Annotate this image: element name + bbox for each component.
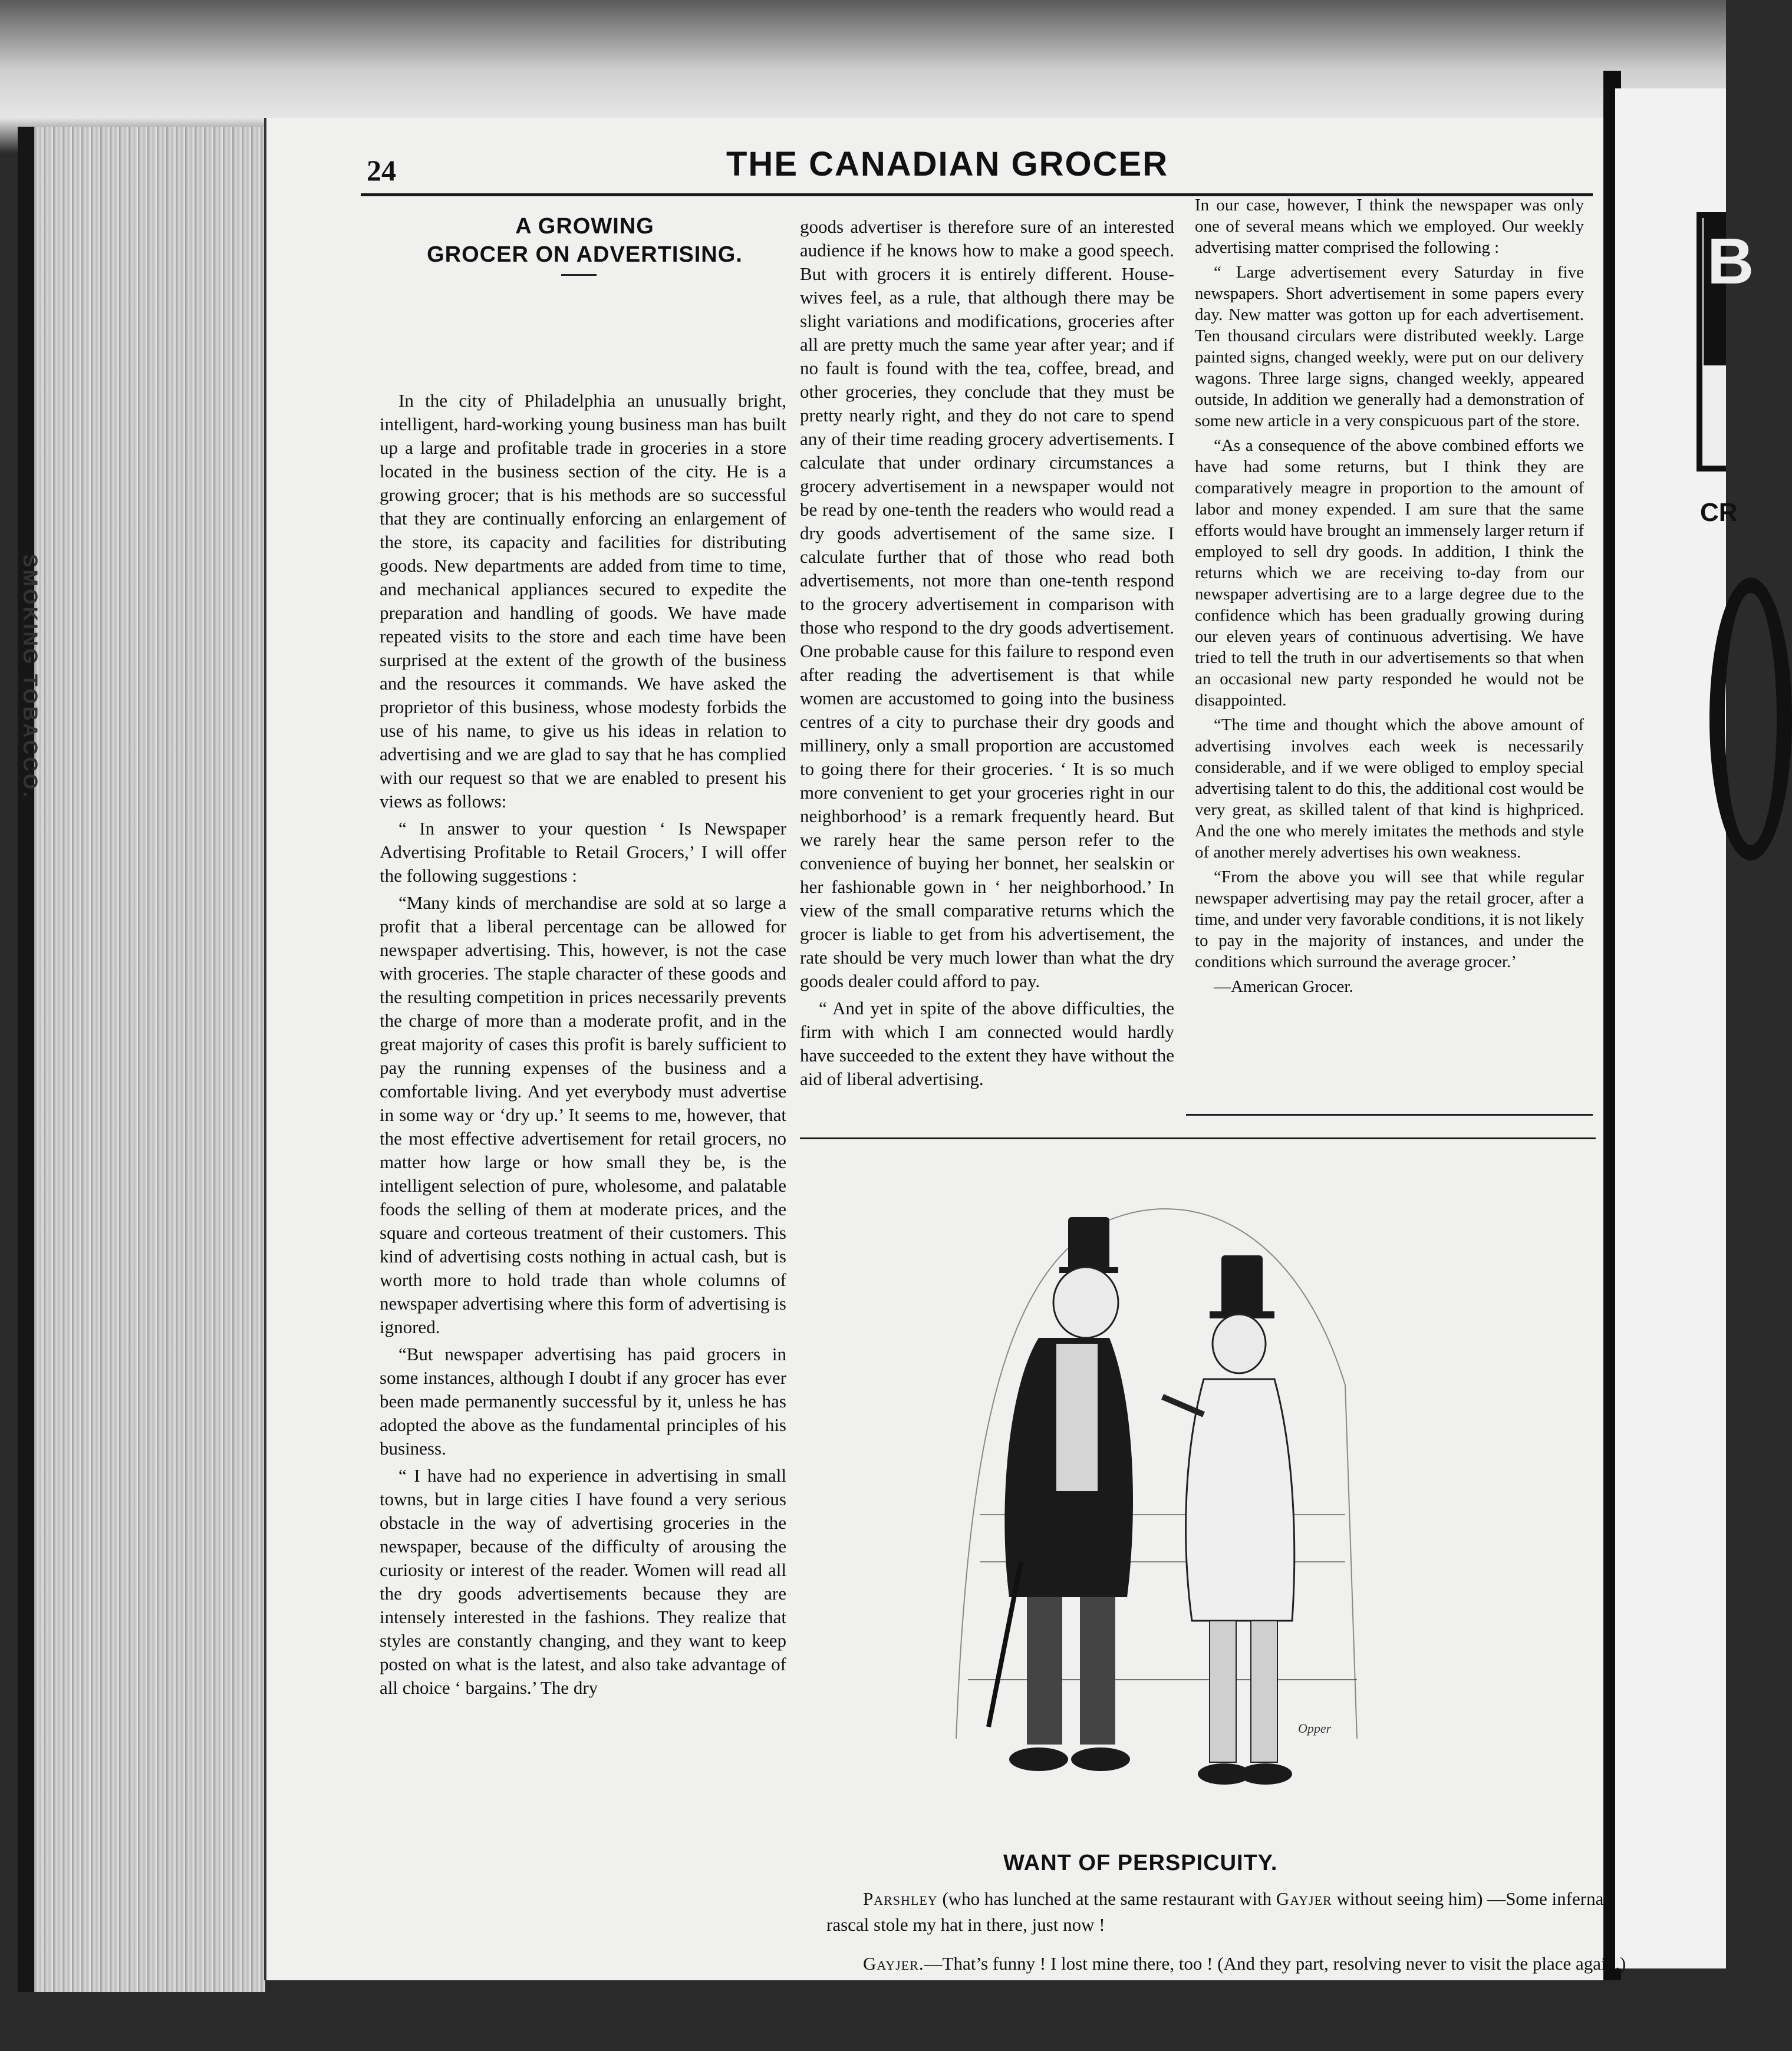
article-source: —American Grocer. — [1214, 977, 1353, 996]
figure-left — [989, 1217, 1133, 1771]
masthead: THE CANADIAN GROCER — [726, 145, 1169, 183]
cartoon-illustration — [933, 1149, 1381, 1845]
facing-page-ad-text: CR — [1700, 498, 1738, 527]
paragraph: In our case, however, I think the newspaper was only one of several means which we employed. Our weekly advertising matter comprised the following : — [1195, 196, 1584, 257]
newspaper-page — [264, 118, 1626, 1980]
paragraph: In the city of Philadelphia an unusually bright, intelligent, hard-working young business man has built up a large and profitable trade in groceries in a store located in the business section of the city. He is a growing grocer; that is his methods are so successful that they are continually enforcing an enlargement of the store, its capacity and facilities for distributing goods. New departments are added from time to time, and mechanical appliances secured to expedite the preparation and handling of goods. We have made repeated visits to the store and each time have been surprised at the extent of the growth of the business and the resources it commands. We have asked the proprietor of this business, whose modesty forbids the use of his name, to give us his ideas in relation to advertising and we are glad to say that he has complied with our request so that we are enabled to present his views as follows: — [380, 390, 786, 812]
page-number: 24 — [367, 154, 396, 187]
paragraph: “But newspaper advertising has paid grocers in some instances, although I doubt if any grocer has ever been made permanently successful by it, unless he has adopted the above as the fundamental principles of his business. — [380, 1344, 786, 1459]
paragraph: “ Large advertisement every Saturday in five newspapers. Short advertisement in some papers every day. New matter was gotton up for each advertisement. Ten thousand circulars were distributed weekly. Large painted signs, changed weekly, were put on our delivery wagons. Three large signs, changed weekly, appeared outside, In addition we generally had a demonstration of some new article in a very conspicuous part of the store. — [1195, 263, 1584, 430]
cartoon-signature: Opper — [1298, 1721, 1332, 1736]
article-column-1 — [380, 389, 786, 1703]
paragraph: “From the above you will see that while regular newspaper advertising may pay the retail grocer, after a time, and under very favorable conditions, it is not likely to pay in the majority of instances, and under the conditions which surround the average grocer.’ — [1195, 868, 1584, 971]
caption-text: (who has lunched at the same restaurant with — [937, 1888, 1276, 1909]
article-title — [378, 212, 791, 269]
book-page-edges — [18, 127, 265, 1992]
column-end-rule — [1186, 1114, 1593, 1116]
facing-page-ad-arc — [1709, 578, 1792, 860]
paragraph: “ In answer to your question ‘ Is Newspaper Advertising Profitable to Retail Grocers,’ I will offer the following suggestions : — [380, 818, 786, 886]
paragraph: “The time and thought which the above amount of advertising involves each week is necessarily considerable, and if we were obliged to employ special advertising talent to do this, the additional cost would be very great, as skilled talent of that kind is highpriced. And the one who merely imitates the methods and style of another merely advertises his own weakness. — [1195, 715, 1584, 862]
title-divider — [561, 274, 597, 276]
cartoon-caption-1 — [826, 1886, 1628, 1938]
cartoon-caption-2 — [826, 1951, 1628, 1977]
paragraph: “ I have had no experience in advertising in small towns, but in large cities I have found a very serious obstacle in the way of advertising groceries in the newspaper, because of the difficulty of arousing the curiosity or interest of the reader. Women will read all the dry goods advertisements because they are intensely interested in the fashions. They realize that styles are constantly changing, and they want to keep posted on what is the latest, and also take advantage of all choice ‘ bargains.’ The dry — [380, 1465, 786, 1698]
paragraph: “As a consequence of the above combined efforts we have had some returns, but I think they are comparatively meagre in proportion to the amount of labor and money expended. I am sure that the same efforts would have brought an immensely larger return if employed to sell dry goods. In addition, I think the returns which we are receiving to-day from our newspaper advertising are to a large degree due to the confidence which has been gradually growing during our eleven years of continuous advertising. We have tried to tell the truth in our advertisements so that when an occasional new party responded he would not be disappointed. — [1195, 436, 1584, 710]
cartoon-top-rule — [800, 1137, 1596, 1139]
article-column-3 — [1195, 194, 1584, 1001]
article-title-line-1: A GROWING — [515, 214, 654, 239]
speaker-name: Gayjer. — [863, 1953, 924, 1974]
speaker-name: Gayjer — [1276, 1888, 1332, 1909]
speaker-name: Parshley — [863, 1888, 938, 1909]
paragraph: “ And yet in spite of the above difficulties, the firm with which I am connected would hardly have succeeded to the extent they have without the aid of liberal advertising. — [800, 998, 1174, 1089]
spine-label: SMOKING TOBACCO. — [19, 554, 41, 800]
paragraph: “Many kinds of merchandise are sold at so large a profit that a liberal percentage can be allowed for newspaper advertising. This, however, is not the case with groceries. The staple character of these goods and the resulting competition in prices necessarily prevents the charge of more than a moderate profit, and in the great majority of cases this profit is barely sufficient to pay the running expenses of the business and a comfortable living. And yet everybody must advertise in some way or ‘dry up.’ It seems to me, however, that the most effective advertisement for retail grocers, no matter how large or how small they be, is the intelligent selection of pure, wholesome, and palatable foods the selling of them at moderate prices, and the square and corteous treatment of their customers. This kind of advertising costs nothing in actual cash, but is worth more to hold trade than whole columns of newspaper advertising where this form of advertising is ignored. — [380, 892, 786, 1337]
caption-text: —That’s funny ! I lost mine there, too ! (And they part, resolving never to visit the place again.) — [924, 1953, 1626, 1974]
figure-right — [1162, 1255, 1294, 1785]
article-column-2 — [800, 215, 1174, 1094]
paragraph: goods advertiser is therefore sure of an interested audience if he knows how to make a good speech. But with grocers it is entirely different. House-wives feel, as a rule, that although there may be slight variations and modifications, groceries after all are pretty much the same year after year; and if no fault is found with the tea, coffee, bread, and other groceries, they conclude that they must be pretty nearly right, and they do not care to spend any of their time reading grocery advertisements. I calculate that under ordinary circumstances a grocery advertisement in a newspaper would not be read by one-tenth the readers who would read a dry goods advertisement of the same size. I calculate further that of those who read both advertisements, not more than one-tenth respond to the grocery advertisement in comparison with those who respond to the dry goods advertisement. One probable cause for this failure to respond even after reading the advertisement is that while women are accustomed to going into the business centres of a city to purchase their dry goods and millinery, only a small proportion are accustomed to going there for their groceries. ‘ It is so much more convenient to get your groceries right in our neighborhood’ is a remark frequently heard. But we rarely hear the same person refer to the convenience of buying her bonnet, her sealskin or her fashionable gown in ‘ her neighborhood.’ In view of the small comparative returns which the grocer is liable to get from his advertisement, the rate should be very much lower than what the dry goods dealer could afford to pay. — [800, 216, 1174, 991]
facing-page-ad-letter: B — [1707, 225, 1754, 298]
cartoon-title: WANT OF PERSPICUITY. — [1003, 1851, 1278, 1875]
caption-text: without seeing him) —Some infernal rascal stole my hat in there, just now ! — [826, 1888, 1609, 1935]
article-title-line-2: GROCER ON ADVERTISING. — [427, 242, 743, 267]
